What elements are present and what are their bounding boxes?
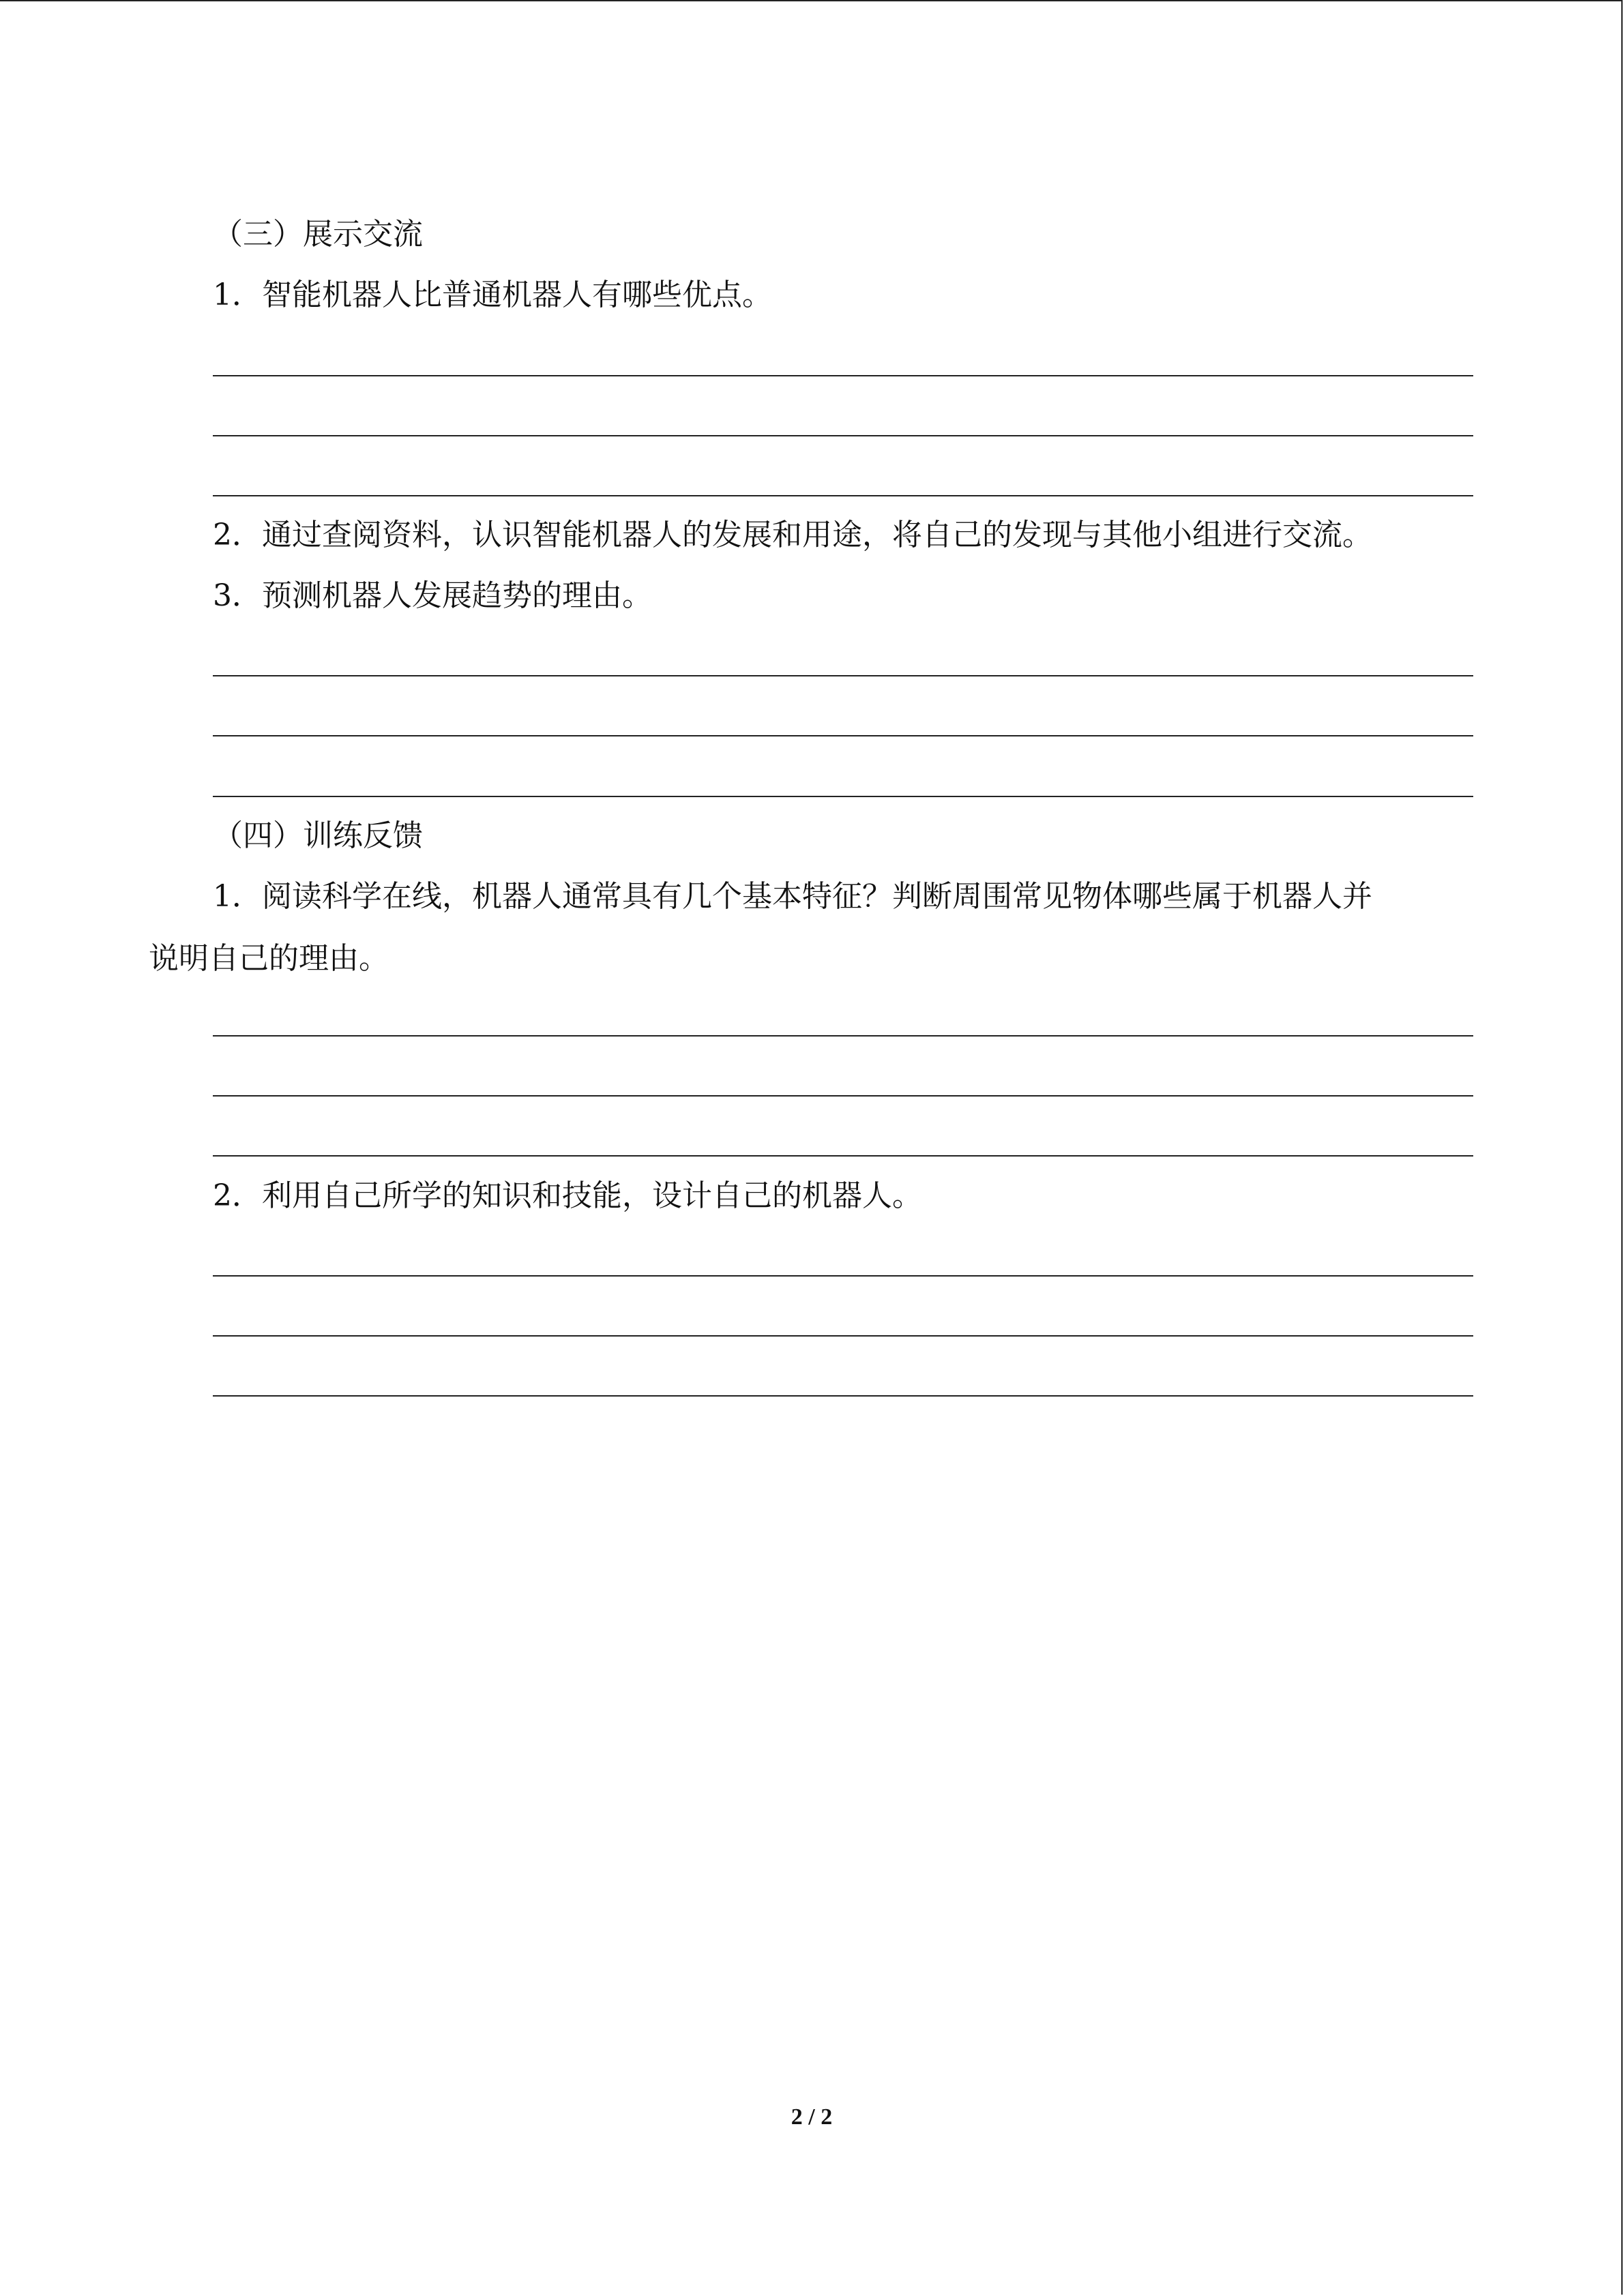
answer-line [213,735,1473,736]
answer-line [213,1095,1473,1097]
answer-line [213,1275,1473,1277]
section-3-heading: （三）展示交流 [213,217,423,252]
answer-line [213,1155,1473,1157]
answer-line [213,1395,1473,1397]
answer-line [213,1035,1473,1037]
page-number: 2 / 2 [791,2104,833,2130]
answer-line [213,495,1473,496]
answer-line [213,1335,1473,1337]
section-4-question-1-line-1: 1．阅读科学在线，机器人通常具有几个基本特征？判断周围常见物体哪些属于机器人并 [213,879,1372,914]
section-4-question-2: 2．利用自己所学的知识和技能，设计自己的机器人。 [213,1178,922,1213]
answer-line [213,796,1473,797]
section-3-question-1: 1．智能机器人比普通机器人有哪些优点。 [213,278,772,312]
answer-line [213,435,1473,436]
section-3-question-3: 3．预测机器人发展趋势的理由。 [213,578,652,613]
section-4-heading: （四）训练反馈 [213,818,423,853]
answer-line [213,675,1473,676]
section-3-question-2: 2．通过查阅资料，认识智能机器人的发展和用途，将自己的发现与其他小组进行交流。 [213,518,1372,552]
answer-line [213,375,1473,376]
section-4-question-1-line-2: 说明自己的理由。 [149,941,389,976]
